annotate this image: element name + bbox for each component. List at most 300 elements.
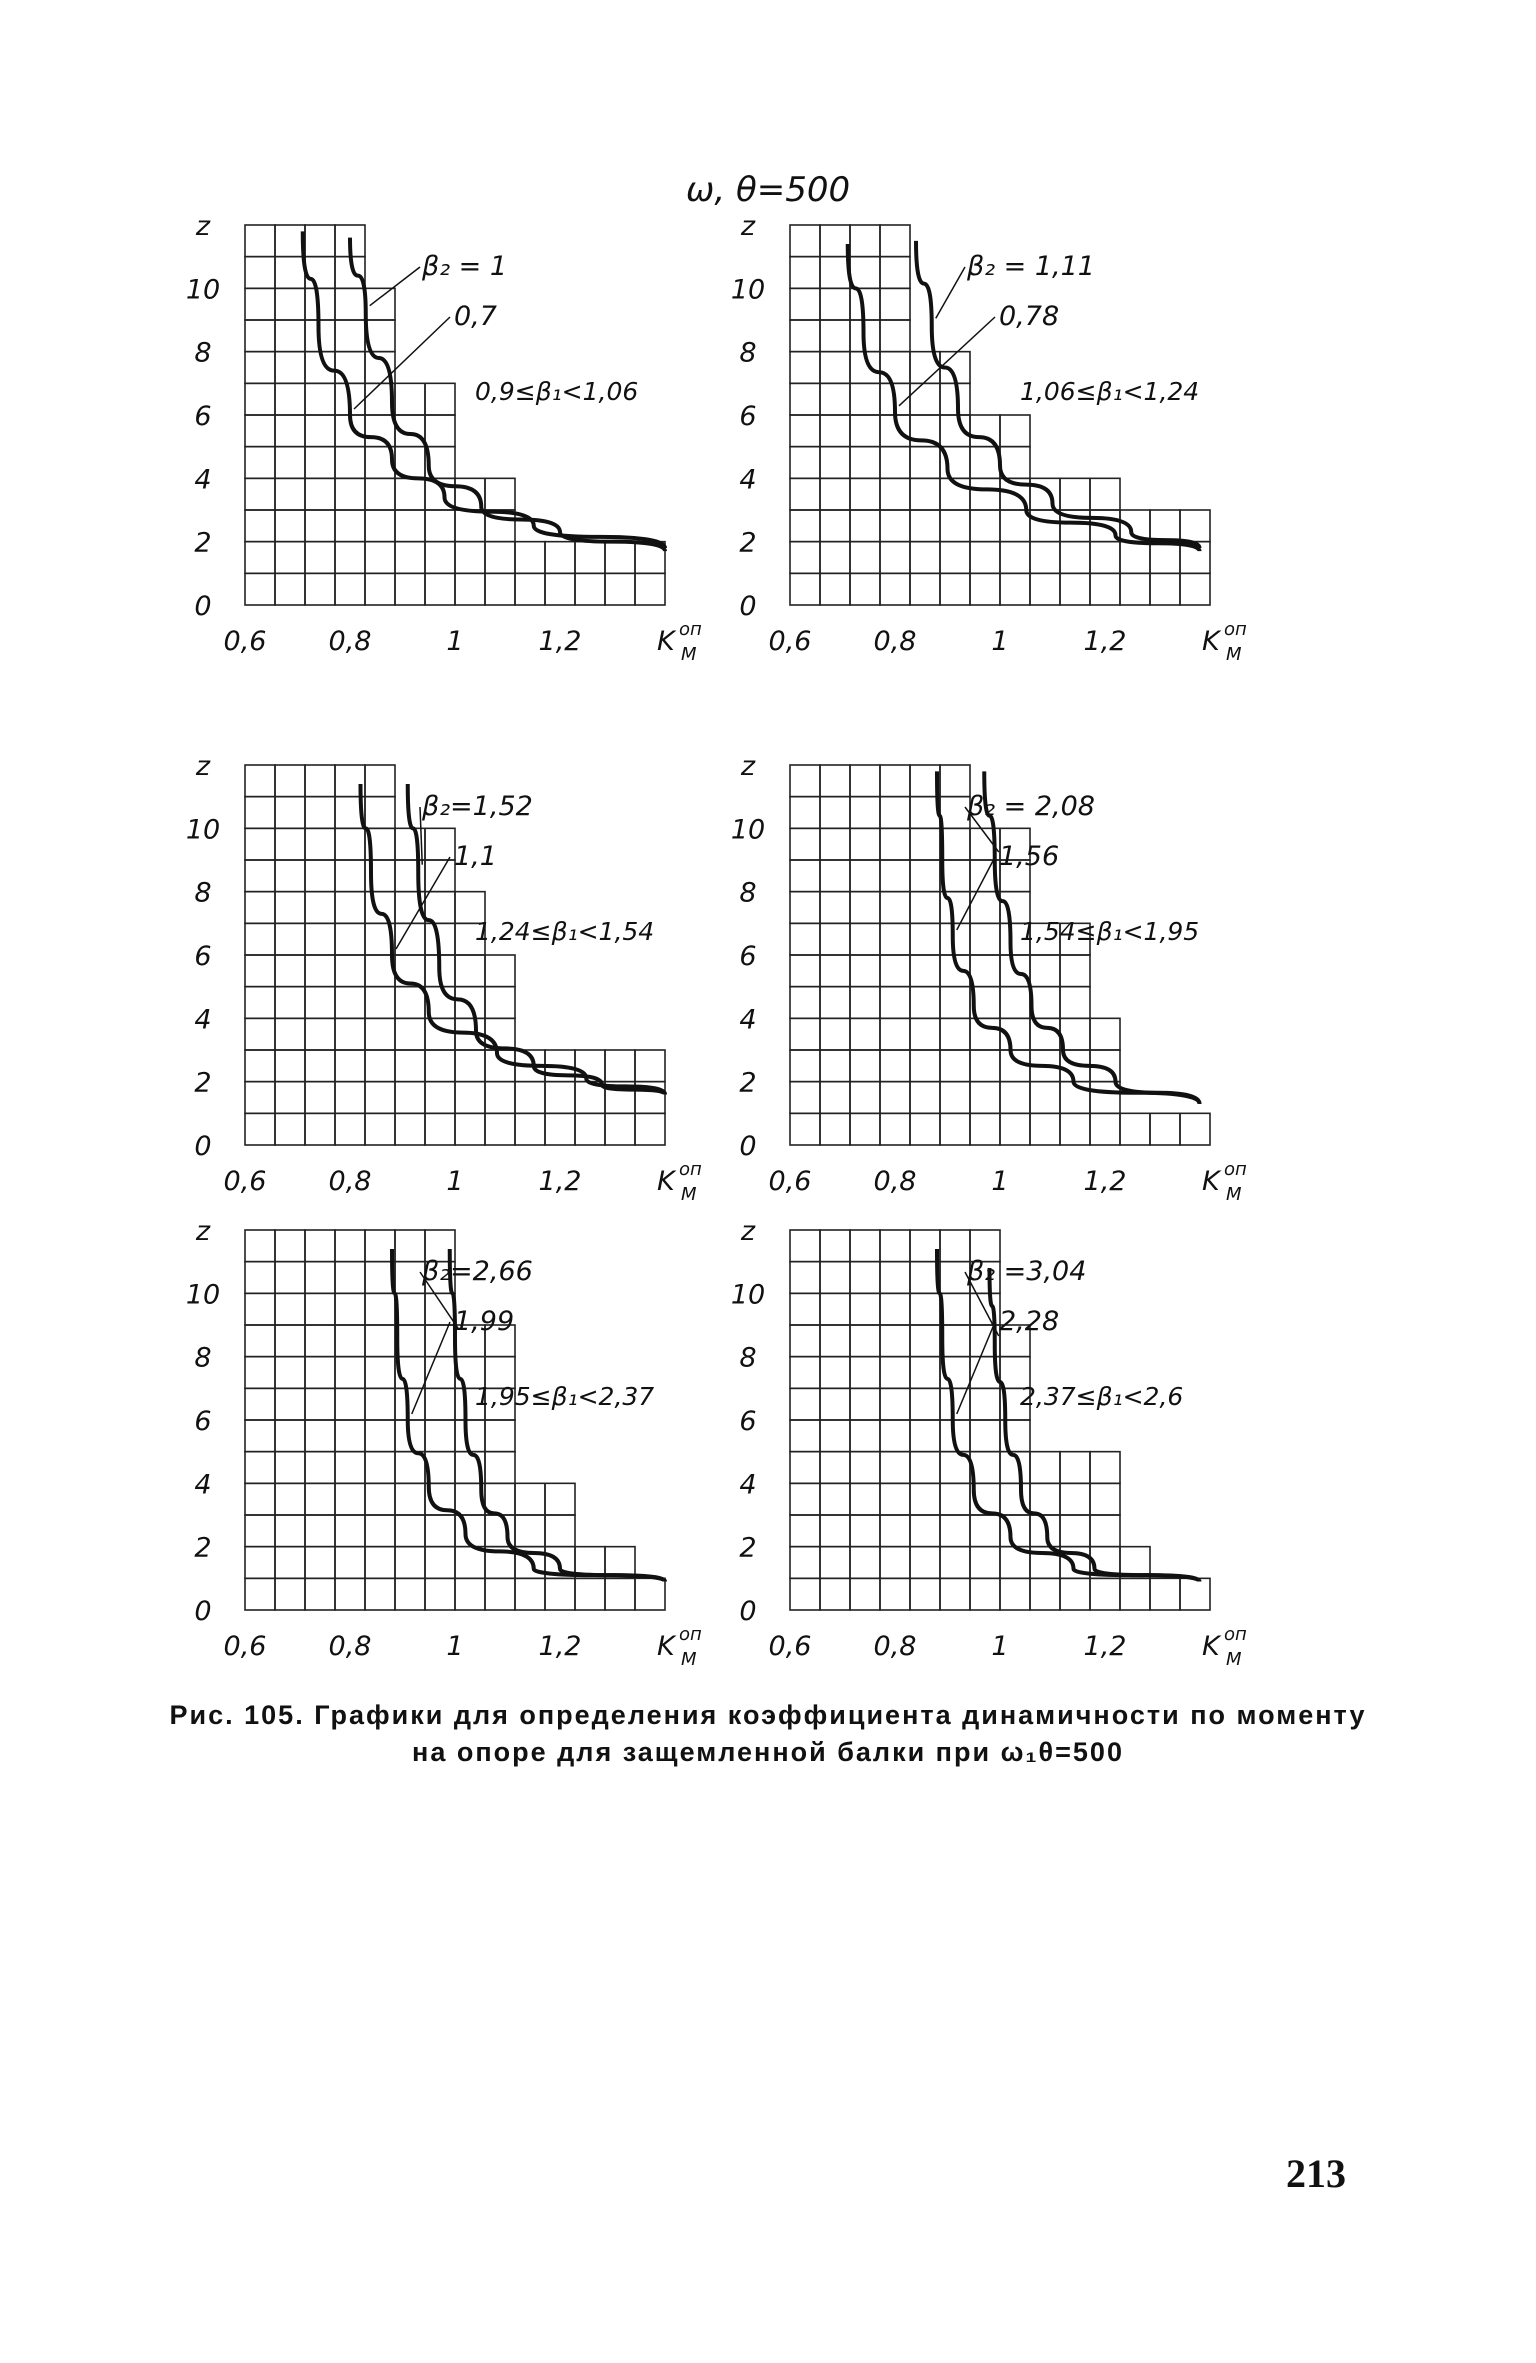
grid-cell [970, 478, 1000, 510]
x-tick-label: 0,6 [768, 626, 812, 657]
x-tick-label: 1 [446, 626, 464, 657]
grid-cell [305, 1230, 335, 1262]
grid-cell [790, 1547, 820, 1579]
grid-cell [850, 573, 880, 605]
grid-cell [305, 828, 335, 860]
grid-cell [1150, 1113, 1180, 1145]
x-axis-label-subscript: М [681, 644, 697, 665]
grid-cell [485, 1082, 515, 1114]
grid-cell [275, 1547, 305, 1579]
grid-cell [1030, 987, 1060, 1019]
grid-cell [820, 1515, 850, 1547]
grid-cell [395, 1050, 425, 1082]
grid-cell [820, 573, 850, 605]
grid-cell [910, 573, 940, 605]
grid-cell [335, 828, 365, 860]
grid-cell [305, 860, 335, 892]
curve-label: 0,78 [999, 301, 1060, 332]
grid-cell [335, 510, 365, 542]
grid-cell [850, 765, 880, 797]
grid-cell [575, 542, 605, 574]
grid-cell [395, 1018, 425, 1050]
grid-cell [515, 1113, 545, 1145]
grid-cell [305, 1293, 335, 1325]
grid-cell [880, 797, 910, 829]
x-tick-label: 0,6 [768, 1166, 812, 1197]
grid-cell [305, 542, 335, 574]
grid-cell [1180, 510, 1210, 542]
grid-cell [365, 1420, 395, 1452]
grid-cell [880, 1357, 910, 1389]
grid-cell [790, 1018, 820, 1050]
x-axis-label-subscript: М [681, 1649, 697, 1670]
leader-line [936, 267, 965, 318]
grid-cell [245, 1018, 275, 1050]
grid-cell [515, 1483, 545, 1515]
grid-cell [790, 320, 820, 352]
grid-cell [850, 257, 880, 289]
grid-cell [820, 1420, 850, 1452]
grid-cell [275, 1262, 305, 1294]
grid-cell [275, 542, 305, 574]
grid-cell [395, 383, 425, 415]
grid-cell [335, 1420, 365, 1452]
x-axis-label-subscript: М [1226, 1184, 1242, 1205]
grid-cell [940, 1325, 970, 1357]
x-axis-label-superscript: оп [679, 619, 702, 640]
x-tick-label: 1,2 [538, 626, 582, 657]
grid-cell [305, 955, 335, 987]
grid-cell [880, 1262, 910, 1294]
y-tick-label: 6 [739, 941, 757, 972]
grid-cell [820, 1230, 850, 1262]
grid-cell [455, 573, 485, 605]
grid-cell [820, 860, 850, 892]
beta1-range-label: 2,37≤β₁<2,6 [1020, 1382, 1184, 1411]
grid-cell [275, 320, 305, 352]
grid-cell [1000, 510, 1030, 542]
grid-cell [335, 955, 365, 987]
grid-cell [305, 797, 335, 829]
grid-cell [820, 288, 850, 320]
grid-cell [575, 573, 605, 605]
grid-cell [880, 860, 910, 892]
grid-cell [605, 1050, 635, 1082]
chart-panel-4 [731, 751, 1247, 1205]
grid-cell [910, 1357, 940, 1389]
grid-cell [425, 1293, 455, 1325]
grid-cell [880, 923, 910, 955]
beta1-range-label: 1,24≤β₁<1,54 [475, 917, 655, 946]
grid-cell [820, 478, 850, 510]
grid-cell [940, 797, 970, 829]
grid-cell [365, 1547, 395, 1579]
grid-cell [1090, 478, 1120, 510]
grid-cell [850, 1357, 880, 1389]
grid-cell [970, 510, 1000, 542]
grid-cell [850, 797, 880, 829]
curve-label: 2,28 [999, 1306, 1060, 1337]
grid-cell [820, 225, 850, 257]
grid-cell [910, 955, 940, 987]
x-axis-label-subscript: М [1226, 1649, 1242, 1670]
beta1-range-label: 0,9≤β₁<1,06 [475, 377, 639, 406]
grid-cell [820, 987, 850, 1019]
grid-cell [1030, 1578, 1060, 1610]
grid-cell [395, 542, 425, 574]
grid-cell [365, 288, 395, 320]
grid-cell [335, 923, 365, 955]
grid-cell [1060, 955, 1090, 987]
x-tick-label: 0,6 [223, 1631, 267, 1662]
grid-cell [305, 1547, 335, 1579]
grid-cell [940, 1262, 970, 1294]
grid-cell [245, 1420, 275, 1452]
chart-panel-2 [731, 211, 1247, 665]
grid-cell [820, 542, 850, 574]
grid-cell [790, 1262, 820, 1294]
grid-cell [940, 573, 970, 605]
grid-cell [485, 1113, 515, 1145]
grid-cell [910, 1515, 940, 1547]
y-tick-label: z [740, 211, 756, 242]
grid-cell [790, 257, 820, 289]
grid-cell [335, 478, 365, 510]
grid-cell [245, 765, 275, 797]
grid-cell [335, 1578, 365, 1610]
grid-cell [275, 1578, 305, 1610]
grid-cell [1030, 1452, 1060, 1484]
grid-cell [790, 383, 820, 415]
grid-cell [605, 573, 635, 605]
grid-cell [970, 1018, 1000, 1050]
grid-cell [850, 1420, 880, 1452]
grid-cell [940, 510, 970, 542]
grid-cell [1060, 542, 1090, 574]
grid-cell [275, 1452, 305, 1484]
grid-cell [880, 1578, 910, 1610]
grid-cell [515, 573, 545, 605]
grid-cell [940, 1230, 970, 1262]
y-tick-label: 6 [194, 941, 212, 972]
y-tick-label: 10 [730, 1279, 766, 1311]
grid-cell [790, 1050, 820, 1082]
grid-cell [275, 288, 305, 320]
y-tick-label: 4 [194, 464, 212, 496]
grid-cell [395, 573, 425, 605]
grid-cell [425, 383, 455, 415]
grid-cell [790, 1515, 820, 1547]
x-tick-label: 1 [446, 1166, 464, 1197]
grid-cell [1060, 987, 1090, 1019]
grid-cell [425, 1547, 455, 1579]
x-tick-label: 1,2 [1083, 1631, 1127, 1662]
grid-cell [880, 987, 910, 1019]
grid-cell [910, 828, 940, 860]
grid-cell [880, 765, 910, 797]
grid-cell [910, 1578, 940, 1610]
y-tick-label: 0 [194, 591, 212, 622]
grid-cell [1030, 1082, 1060, 1114]
grid-cell [635, 573, 665, 605]
grid-cell [455, 1420, 485, 1452]
grid-cell [275, 478, 305, 510]
x-tick-label: 1 [991, 1631, 1009, 1662]
grid-cell [790, 1388, 820, 1420]
grid-cell [425, 1113, 455, 1145]
grid-cell [970, 1082, 1000, 1114]
x-tick-label: 0,6 [223, 626, 267, 657]
grid-cell [790, 542, 820, 574]
grid-cell [1030, 542, 1060, 574]
x-tick-label: 0,6 [223, 1166, 267, 1197]
grid-cell [970, 955, 1000, 987]
grid-cell [425, 1420, 455, 1452]
grid-cell [425, 1578, 455, 1610]
grid-cell [880, 1420, 910, 1452]
grid-cell [1060, 573, 1090, 605]
grid-cell [850, 1483, 880, 1515]
grid-cell [335, 892, 365, 924]
grid-cell [515, 1578, 545, 1610]
grid-cell [970, 923, 1000, 955]
grid-cell [1000, 447, 1030, 479]
chart-panel-1 [186, 211, 702, 665]
y-tick-label: 2 [739, 1532, 757, 1564]
grid-cell [245, 1050, 275, 1082]
grid-cell [820, 1113, 850, 1145]
grid-cell [395, 1483, 425, 1515]
grid-cell [485, 987, 515, 1019]
grid-cell [275, 352, 305, 384]
grid-cell [880, 1113, 910, 1145]
chart-panel-3 [186, 751, 702, 1205]
grid-cell [1090, 1515, 1120, 1547]
y-tick-label: z [195, 1216, 211, 1247]
grid-cell [245, 542, 275, 574]
grid-cell [880, 320, 910, 352]
y-tick-label: 6 [194, 1406, 212, 1437]
grid-cell [850, 447, 880, 479]
figure-caption-line-1: Рис. 105. Графики для определения коэффициента динамичности по моменту [169, 1700, 1367, 1730]
grid-cell [365, 573, 395, 605]
grid-cell [335, 1325, 365, 1357]
x-axis-label: K [657, 626, 675, 657]
grid-cell [1000, 542, 1030, 574]
grid-cell [820, 828, 850, 860]
x-tick-label: 1 [446, 1631, 464, 1662]
grid-cell [850, 1547, 880, 1579]
y-tick-label: 2 [739, 1067, 757, 1099]
leader-line [957, 857, 995, 930]
grid-cell [790, 1113, 820, 1145]
grid-cell [1030, 478, 1060, 510]
grid-cell [880, 955, 910, 987]
grid-cell [335, 1357, 365, 1389]
grid-cell [970, 1420, 1000, 1452]
curve-label: 0,7 [454, 301, 497, 332]
grid-cell [485, 1452, 515, 1484]
grid-cell [820, 1357, 850, 1389]
grid-cell [485, 1578, 515, 1610]
grid-cell [305, 383, 335, 415]
figure-caption-line-2: на опоре для защемленной балки при ω₁θ=500 [412, 1737, 1124, 1767]
grid-cell [1090, 542, 1120, 574]
grid-cell [880, 352, 910, 384]
grid-cell [365, 1293, 395, 1325]
x-tick-label: 0,8 [328, 1166, 372, 1197]
grid-cell [245, 1293, 275, 1325]
x-axis-label: K [1202, 1166, 1220, 1197]
grid-cell [910, 510, 940, 542]
beta2-label: β₂=1,52 [422, 791, 533, 822]
grid-cell [395, 1452, 425, 1484]
grid-cell [245, 225, 275, 257]
grid-cell [305, 1452, 335, 1484]
x-axis-label-superscript: оп [1224, 1624, 1247, 1645]
grid-cell [790, 828, 820, 860]
grid-cell [245, 1262, 275, 1294]
grid-cell [820, 510, 850, 542]
grid-cell [880, 1547, 910, 1579]
grid-cell [910, 1420, 940, 1452]
grid-cell [395, 510, 425, 542]
grid-cell [335, 1388, 365, 1420]
grid-cell [790, 288, 820, 320]
grid-cell [275, 447, 305, 479]
grid-cell [485, 478, 515, 510]
grid-cell [455, 510, 485, 542]
grid-cell [305, 225, 335, 257]
grid-cell [335, 1050, 365, 1082]
grid-cell [880, 1082, 910, 1114]
grid-cell [820, 1293, 850, 1325]
y-tick-label: 10 [730, 274, 766, 306]
grid-cell [850, 1325, 880, 1357]
x-axis-label-superscript: оп [679, 1624, 702, 1645]
y-tick-label: 0 [739, 1131, 757, 1162]
leader-line [899, 317, 995, 406]
grid-cell [245, 1547, 275, 1579]
grid-cell [245, 1357, 275, 1389]
grid-cell [820, 1082, 850, 1114]
grid-cell [305, 1420, 335, 1452]
grid-cell [820, 320, 850, 352]
y-tick-label: 6 [739, 1406, 757, 1437]
grid-cell [245, 923, 275, 955]
x-axis-label-subscript: М [681, 1184, 697, 1205]
y-tick-label: 10 [185, 1279, 221, 1311]
grid-cell [850, 1018, 880, 1050]
x-axis-label: K [1202, 626, 1220, 657]
x-tick-label: 0,6 [768, 1631, 812, 1662]
x-axis-label: K [657, 1166, 675, 1197]
y-tick-label: 4 [739, 1469, 757, 1501]
grid-cell [850, 415, 880, 447]
grid-cell [1060, 1113, 1090, 1145]
grid-cell [940, 1018, 970, 1050]
grid-cell [335, 1293, 365, 1325]
grid-cell [305, 1325, 335, 1357]
grid-cell [970, 542, 1000, 574]
grid-cell [940, 1293, 970, 1325]
grid-cell [455, 1050, 485, 1082]
grid-cell [880, 1388, 910, 1420]
grid-cell [880, 478, 910, 510]
grid-cell [245, 1113, 275, 1145]
curve-secondary [392, 1249, 665, 1582]
x-tick-label: 1 [991, 1166, 1009, 1197]
x-axis-label-superscript: оп [679, 1159, 702, 1180]
grid-cell [275, 415, 305, 447]
grid-cell [245, 1515, 275, 1547]
grid-cell [820, 352, 850, 384]
grid-cell [575, 1578, 605, 1610]
grid-cell [425, 828, 455, 860]
grid-cell [910, 1113, 940, 1145]
grid-cell [880, 1018, 910, 1050]
grid-cell [365, 478, 395, 510]
x-tick-label: 0,8 [328, 626, 372, 657]
grid-cell [940, 987, 970, 1019]
grid-cell [970, 573, 1000, 605]
leader-line [957, 1322, 995, 1414]
grid-cell [910, 542, 940, 574]
y-tick-label: 4 [739, 464, 757, 496]
grid-cell [880, 828, 910, 860]
grid-cell [850, 225, 880, 257]
grid-cell [1090, 1483, 1120, 1515]
grid-cell [1150, 542, 1180, 574]
grid-cell [365, 1483, 395, 1515]
x-tick-label: 0,8 [873, 1631, 917, 1662]
grid-cell [1150, 510, 1180, 542]
grid-cell [850, 1113, 880, 1145]
grid-cell [365, 1578, 395, 1610]
grid-cell [245, 955, 275, 987]
grid-cell [275, 1483, 305, 1515]
grid-cell [485, 955, 515, 987]
grid-cell [335, 288, 365, 320]
grid-cell [1120, 542, 1150, 574]
grid-cell [1150, 1578, 1180, 1610]
grid-cell [245, 288, 275, 320]
grid-cell [790, 1483, 820, 1515]
grid-cell [365, 1050, 395, 1082]
grid-cell [425, 860, 455, 892]
grid-cell [365, 415, 395, 447]
y-tick-label: 0 [194, 1131, 212, 1162]
grid-cell [880, 1452, 910, 1484]
grid-cell [365, 797, 395, 829]
x-tick-label: 1,2 [538, 1166, 582, 1197]
grid-cell [305, 257, 335, 289]
grid-cell [910, 1547, 940, 1579]
grid-cell [850, 478, 880, 510]
grid-cell [395, 1262, 425, 1294]
grid-cell [395, 1547, 425, 1579]
y-tick-label: 2 [739, 527, 757, 559]
grid-cell [880, 1515, 910, 1547]
grid-cell [940, 1082, 970, 1114]
grid-cell [395, 1578, 425, 1610]
x-axis-label-superscript: оп [1224, 1159, 1247, 1180]
grid-cell [850, 1082, 880, 1114]
y-tick-label: 2 [194, 1067, 212, 1099]
grid-cell [820, 923, 850, 955]
grid-cell [940, 1578, 970, 1610]
x-tick-label: 0,8 [328, 1631, 372, 1662]
